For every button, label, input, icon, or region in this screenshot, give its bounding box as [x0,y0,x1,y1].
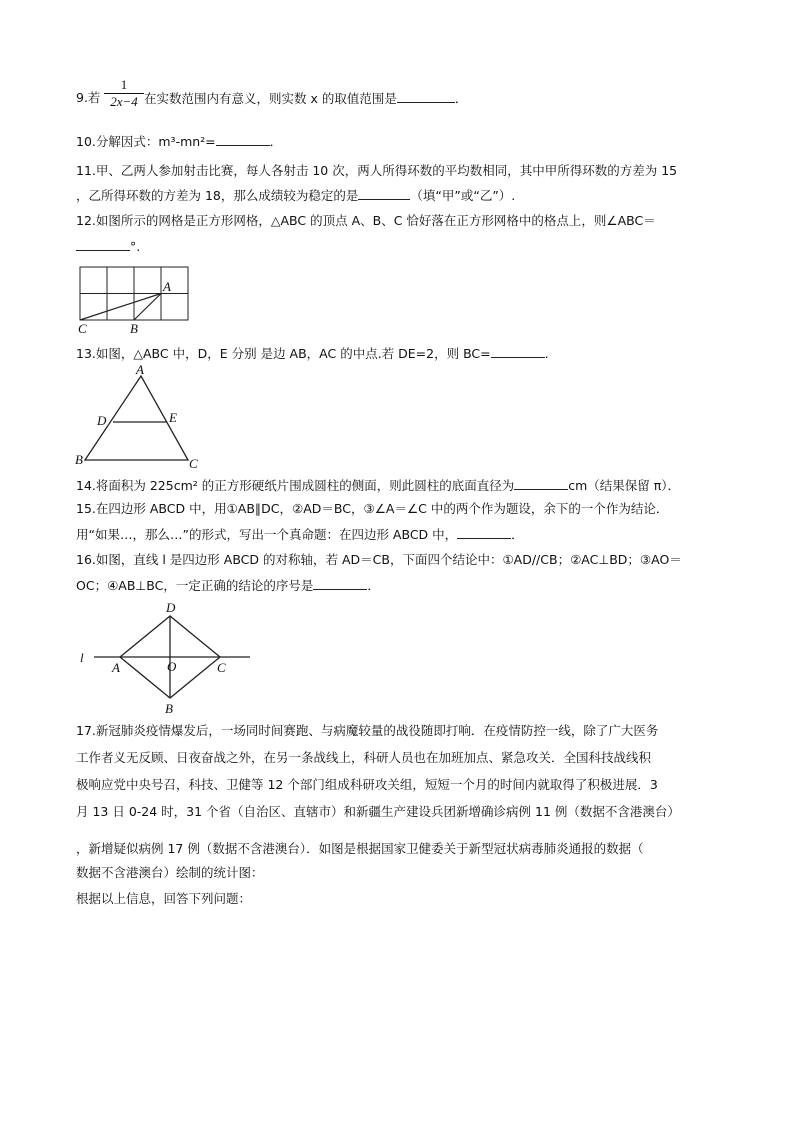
q17-line6: 数据不含港澳台）绘制的统计图： [76,865,264,880]
q12-grid-figure [74,262,204,338]
q15-line2-text: 用“如果…，那么…”的形式，写出一个真命题：在四边形 ABCD 中， [76,527,458,542]
q9-answer-blank[interactable] [397,90,455,103]
q9-fraction-denominator: 2x−4 [110,94,138,109]
q9-fraction [104,78,144,109]
q14-text: 14.将面积为 225cm² 的正方形硬纸片围成圆柱的侧面，则此圆柱的底面直径为 [76,478,515,493]
q17-line4: 月 13 日 0-24 时，31 个省（自治区、直辖市）和新疆生产建设兵团新增确诊病例 11 例（数据不含港澳台） [76,804,680,819]
q12-segment-ca [80,294,161,321]
q11-line2-end: （填“甲”或“乙”）. [410,188,516,203]
q16-label-l: l [80,650,84,665]
q16-line2 [76,577,380,594]
q11-line2 [76,187,515,204]
q13-label-e: E [169,410,177,425]
q13-label-b: B [75,452,83,467]
q16-kite-figure [74,598,264,718]
q12-label-a: A [163,279,171,294]
q16-label-b: B [165,701,173,716]
q16-line1: 16.如图，直线 l 是四边形 ABCD 的对称轴，若 AD＝CB，下面四个结论中：①AD//CB；②AC⊥BD；③AO＝ [76,552,682,567]
q11-answer-blank[interactable] [358,187,410,200]
q13-answer-blank[interactable] [491,345,545,358]
q12-line1: 12.如图所示的网格是正方形网格，△ABC 的顶点 A、B、C 恰好落在正方形网格中的格点上，则∠ABC＝ [76,213,656,228]
q16-label-c: C [217,660,226,675]
q16-line2-text: OC；④AB⊥BC，一定正确的结论的序号是 [76,578,314,593]
q10-answer-blank[interactable] [216,133,270,146]
q14-end: cm（结果保留 π）． [568,478,681,493]
q17-line5: ，新增疑似病例 17 例（数据不含港澳台）．如图是根据国家卫健委关于新型冠状病毒肺炎通报的数据（ [76,841,644,856]
q17-line1: 17.新冠肺炎疫情爆发后，一场同时间赛跑、与病魔较量的战役随即打响．在疫情防控一线，除了广大医务 [76,723,659,738]
q13-label-a: A [136,362,144,377]
q13-label-d: D [97,413,107,428]
q16-label-o: O [167,659,177,674]
q11-line2-text: ，乙所得环数的方差为 18，那么成绩较为稳定的是 [76,188,359,203]
q10-line [76,133,282,150]
q12-line2-end: °. [130,239,141,254]
q16-answer-blank[interactable] [313,577,367,590]
q9-line [144,90,467,107]
q12-answer-blank[interactable] [76,238,130,251]
q9-prefix: 9.若 [76,90,101,105]
q9-text: 在实数范围内有意义，则实数 x 的取值范围是 [144,91,397,106]
q9-fraction-numerator: 1 [120,77,128,92]
q15-answer-blank[interactable] [457,526,511,539]
q17-line7: 根据以上信息，回答下列问题： [76,891,252,906]
q12-line2 [76,238,140,255]
q13-line [76,345,549,362]
q10-end: ． [269,134,283,149]
q14-answer-blank[interactable] [514,477,568,490]
q10-text: 10.分解因式：m³-mn²= [76,134,216,149]
q13-end: . [544,346,549,361]
q11-line1: 11.甲、乙两人参加射击比赛，每人各射击 10 次，两人所得环数的平均数相同，其中甲所得环数的方差为 15 [76,163,678,178]
q15-line2-end: ． [511,527,524,542]
q17-line2: 工作者义无反顾、日夜奋战之外，在另一条战线上，科研人员也在加班加点、紧急攻关．全国科技战线积 [76,750,652,765]
q15-line1: 15.在四边形 ABCD 中，用①AB∥DC，②AD＝BC，③∠A＝∠C 中的两个作为题设，余下的一个作为结论． [76,501,669,516]
q12-label-b: B [130,321,138,336]
q16-label-d: D [166,600,176,615]
q13-triangle-figure [72,362,212,474]
q12-label-c: C [78,321,87,336]
q13-label-c: C [189,456,198,471]
q16-line2-end: ． [367,578,380,593]
q17-line3: 极响应党中央号召，科技、卫健等 12 个部门组成科研攻关组，短短一个月的时间内就取得了积极进展．3 [76,777,658,792]
q16-label-a: A [112,660,120,675]
q9-end: ． [454,91,468,106]
q15-line2 [76,526,524,543]
q13-text: 13.如图，△ABC 中，D，E 分别 是边 AB，AC 的中点.若 DE=2，则 BC= [76,346,491,361]
q14-line [76,477,680,494]
